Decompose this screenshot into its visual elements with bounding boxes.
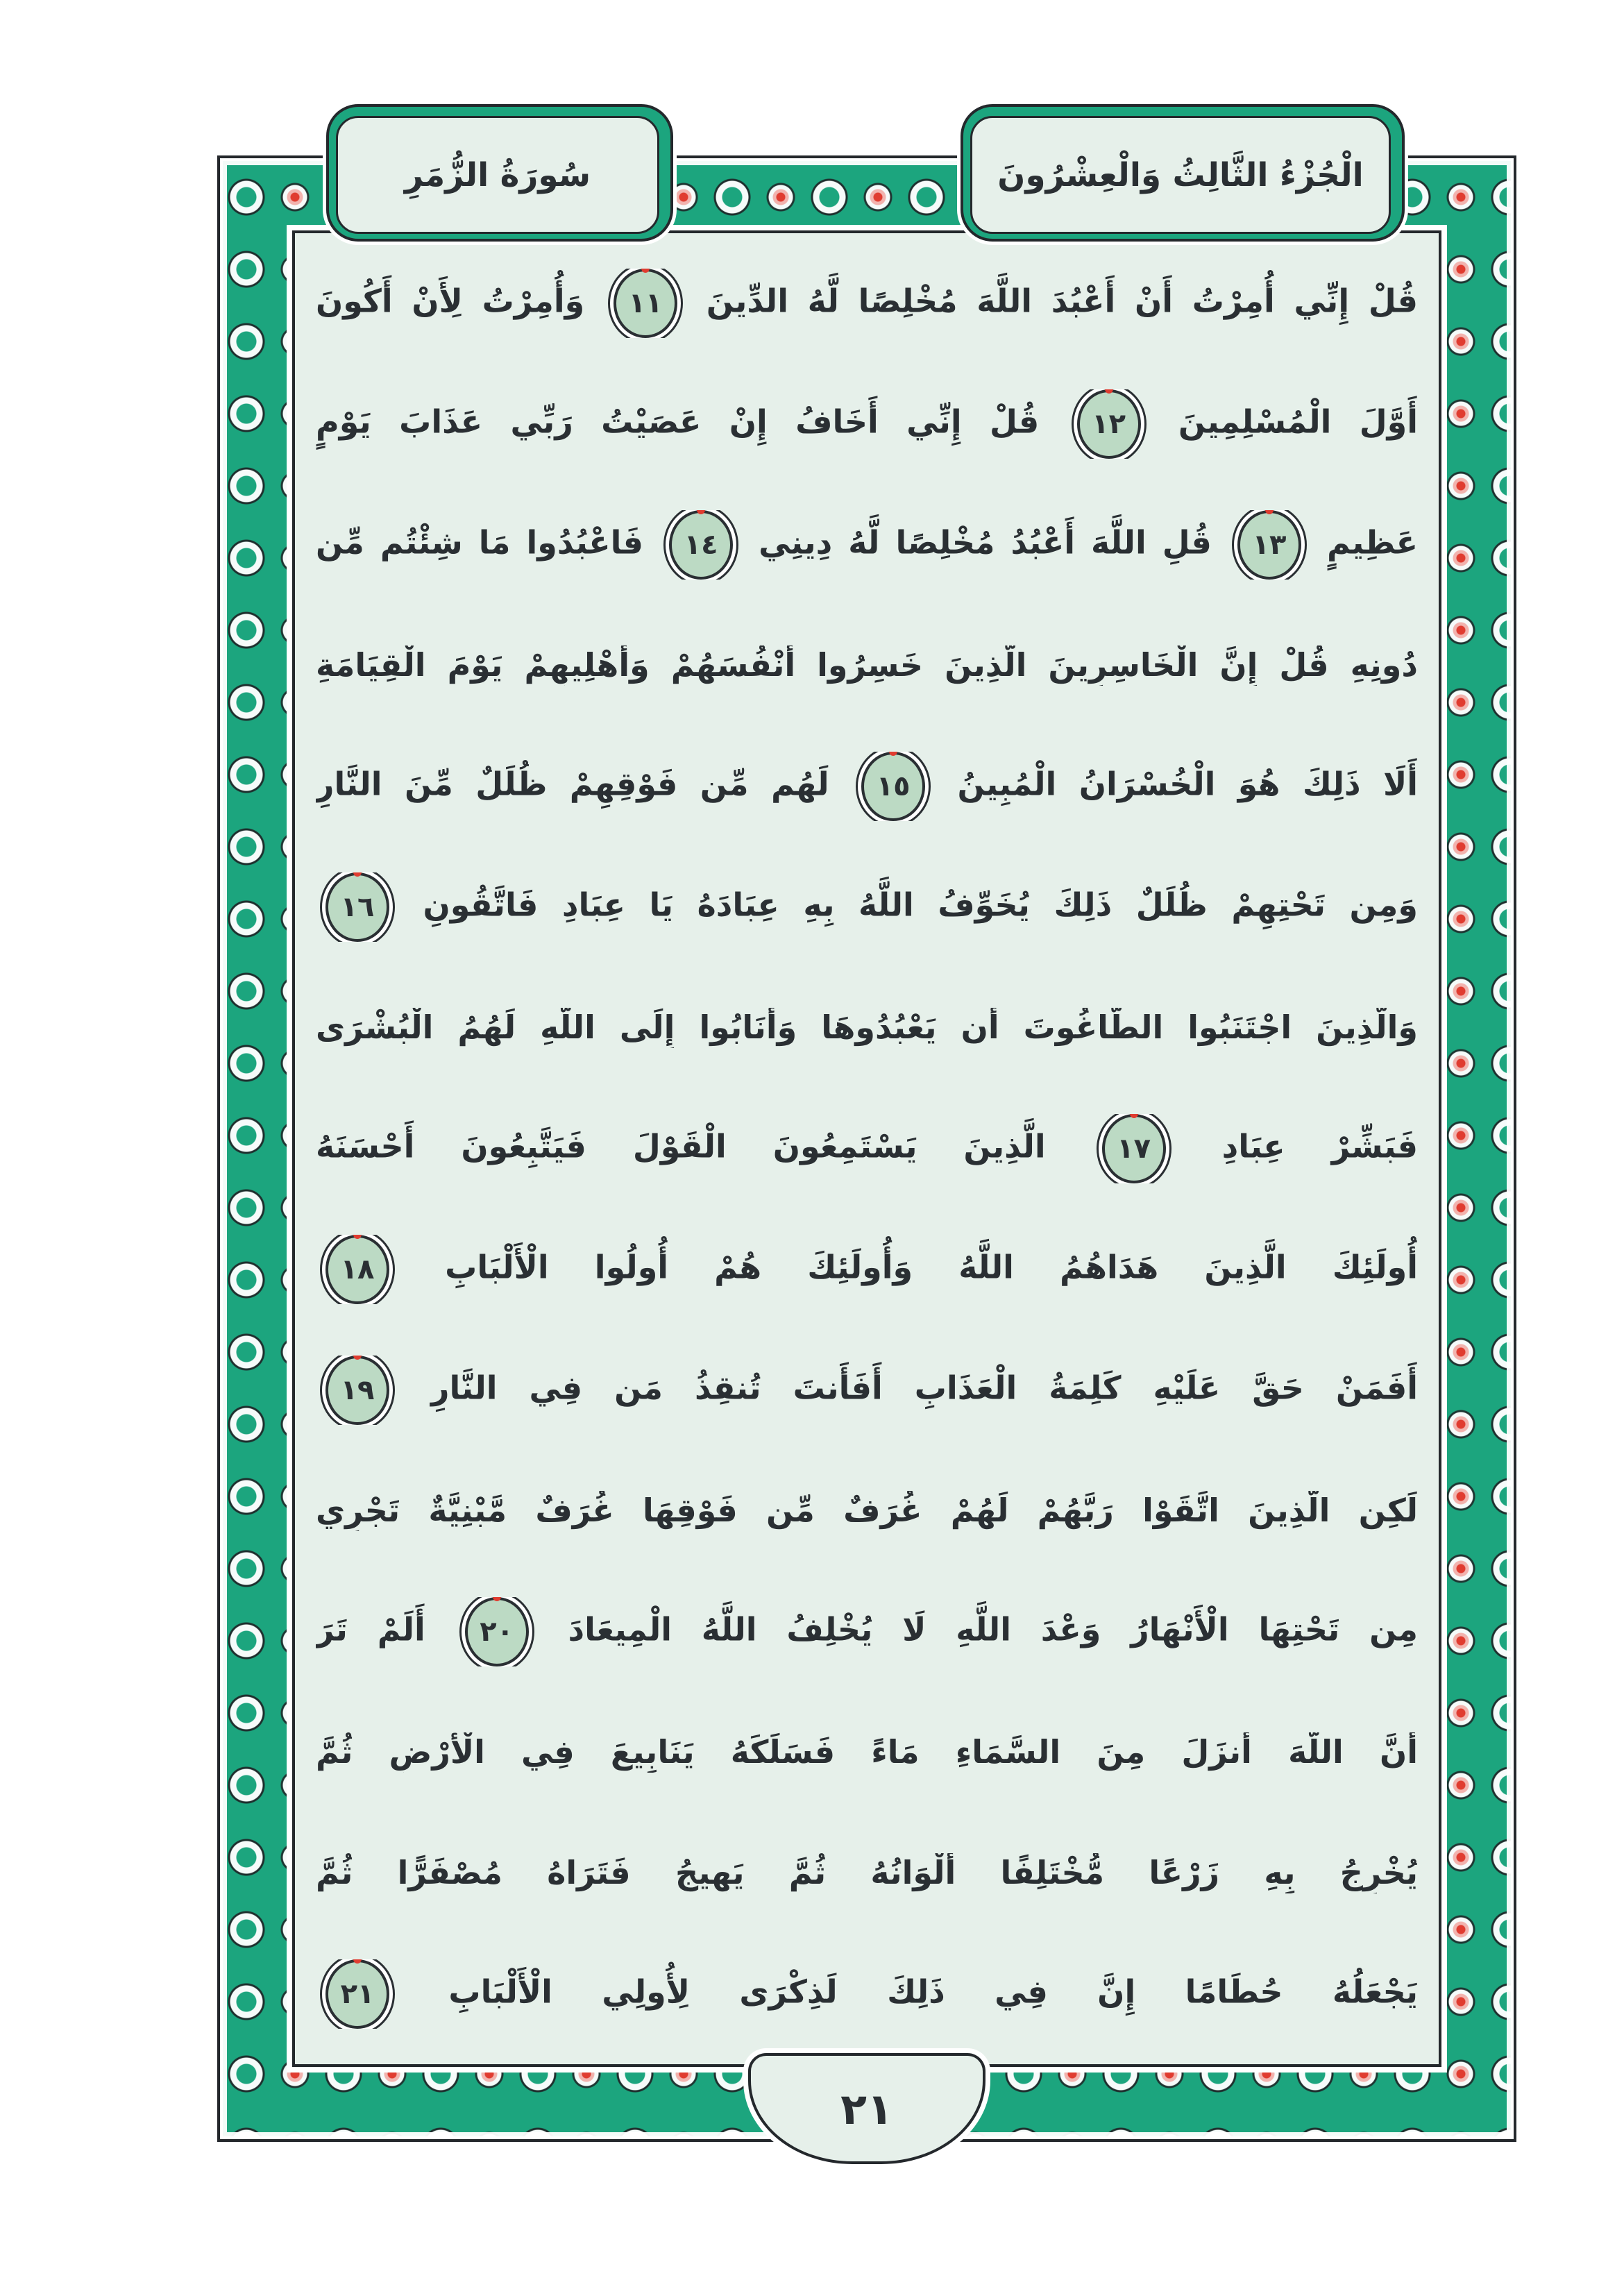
ayah-text: أَفَمَنْ حَقَّ عَلَيْهِ كَلِمَةُ الْعَذَابِ أَفَأَنتَ تُنقِذُ مَن فِي النَّارِ ١٩ bbox=[316, 1356, 1418, 1425]
ayah-text: أَنَّ اللَّهَ أَنزَلَ مِنَ السَّمَاءِ مَاءً فَسَلَكَهُ يَنَابِيعَ فِي الْأَرْضِ ثُمَّ bbox=[316, 1733, 1418, 1771]
verse-marker-badge bbox=[325, 872, 389, 942]
ayah-text: عَظِيمٍ ١٣ قُلِ اللَّهَ أَعْبُدُ مُخْلِصًا لَّهُ دِينِي ١٤ فَاعْبُدُوا مَا شِئْتُم مِّن bbox=[316, 510, 1418, 580]
mushaf-line bbox=[316, 968, 1418, 1088]
text-panel bbox=[292, 230, 1441, 2067]
ayah-text: دُونِهِ قُلْ إِنَّ الْخَاسِرِينَ الَّذِينَ خَسِرُوا أَنْفُسَهُمْ وَأَهْلِيهِمْ يَوْمَ الْقِيَامَةِ bbox=[316, 646, 1418, 684]
mushaf-lines bbox=[295, 233, 1439, 2064]
verse-number: ١٨ bbox=[340, 1253, 375, 1285]
decorative-frame bbox=[217, 155, 1516, 2142]
mushaf-line bbox=[316, 1451, 1418, 1571]
verse-marker-badge bbox=[1077, 389, 1141, 459]
mushaf-line bbox=[316, 1330, 1418, 1451]
mushaf-line bbox=[316, 605, 1418, 726]
verse-marker-badge bbox=[325, 1959, 389, 2029]
ayah-text: أُولَئِكَ الَّذِينَ هَدَاهُمُ اللَّهُ وَأُولَئِكَ هُمْ أُولُوا الْأَلْبَابِ ١٨ bbox=[316, 1235, 1418, 1304]
mushaf-line bbox=[316, 1088, 1418, 1209]
mushaf-line bbox=[316, 1934, 1418, 2054]
verse-number: ٢٠ bbox=[480, 1616, 514, 1648]
mushaf-line bbox=[316, 1692, 1418, 1813]
mushaf-line bbox=[316, 364, 1418, 484]
verse-number: ١٢ bbox=[1092, 408, 1126, 440]
surah-title-cartouche bbox=[326, 104, 673, 242]
mushaf-line bbox=[316, 243, 1418, 364]
verse-marker-badge bbox=[1102, 1114, 1166, 1183]
ayah-text: وَالَّذِينَ اجْتَنَبُوا الطَّاغُوتَ أَن يَعْبُدُوهَا وَأَنَابُوا إِلَى اللَّهِ لَهُمُ الْبُشْرَى bbox=[316, 1008, 1418, 1047]
mushaf-line bbox=[316, 484, 1418, 605]
ayah-text: أَوَّلَ الْمُسْلِمِينَ ١٢ قُلْ إِنِّي أَخَافُ إِنْ عَصَيْتُ رَبِّي عَذَابَ يَوْمٍ bbox=[316, 389, 1418, 459]
verse-marker-badge bbox=[325, 1356, 389, 1425]
juz-title-panel bbox=[970, 116, 1391, 234]
ayah-text: يَجْعَلُهُ حُطَامًا إِنَّ فِي ذَلِكَ لَذِكْرَى لِأُولِي الْأَلْبَابِ ٢١ bbox=[316, 1959, 1418, 2029]
verse-number: ١١ bbox=[628, 287, 663, 319]
ayah-text: قُلْ إِنِّي أُمِرْتُ أَنْ أَعْبُدَ اللَّهَ مُخْلِصًا لَّهُ الدِّينَ ١١ وَأُمِرْتُ لِأَنْ أَكُونَ bbox=[316, 269, 1418, 338]
verse-number: ١٧ bbox=[1117, 1133, 1151, 1165]
verse-marker-badge bbox=[1237, 510, 1301, 580]
juz-title-cartouche bbox=[961, 104, 1405, 242]
verse-number: ١٩ bbox=[340, 1374, 375, 1406]
verse-number: ١٣ bbox=[1252, 529, 1287, 561]
mushaf-line bbox=[316, 1571, 1418, 1692]
badge-red-drop bbox=[641, 269, 650, 273]
mushaf-line bbox=[316, 1209, 1418, 1330]
ayah-text: فَبَشِّرْ عِبَادِ ١٧ الَّذِينَ يَسْتَمِعُونَ الْقَوْلَ فَيَتَّبِعُونَ أَحْسَنَهُ bbox=[316, 1114, 1418, 1183]
juz-title: الْجُزْءُ الثَّالِثُ وَالْعِشْرُونَ bbox=[997, 155, 1364, 194]
badge-red-drop bbox=[697, 510, 705, 514]
badge-red-drop bbox=[1130, 1114, 1138, 1118]
verse-marker-badge bbox=[669, 510, 733, 580]
ayah-text: مِن تَحْتِهَا الْأَنْهَارُ وَعْدَ اللَّهِ لَا يُخْلِفُ اللَّهُ الْمِيعَادَ ٢٠ أَلَمْ تَرَ bbox=[316, 1597, 1418, 1666]
badge-red-drop bbox=[889, 752, 897, 756]
verse-number: ١٥ bbox=[876, 770, 911, 802]
verse-marker-badge bbox=[614, 269, 677, 338]
mushaf-line bbox=[316, 726, 1418, 847]
mushaf-line bbox=[316, 1813, 1418, 1934]
verse-number: ١٤ bbox=[684, 529, 718, 561]
badge-red-drop bbox=[493, 1597, 501, 1601]
verse-marker-badge bbox=[861, 752, 925, 821]
verse-number: ١٦ bbox=[340, 891, 375, 923]
verse-marker-badge bbox=[465, 1597, 529, 1666]
verse-marker-badge bbox=[325, 1235, 389, 1304]
badge-red-drop bbox=[353, 1959, 362, 1964]
ayah-text: وَمِن تَحْتِهِمْ ظُلَلٌ ذَلِكَ يُخَوِّفُ اللَّهُ بِهِ عِبَادَهُ يَا عِبَادِ فَاتَّقُونِ ١٦ bbox=[316, 872, 1418, 942]
ayah-text: يُخْرِجُ بِهِ زَرْعًا مُّخْتَلِفًا أَلْوَانُهُ ثُمَّ يَهِيجُ فَتَرَاهُ مُصْفَرًّا ثُمَّ bbox=[316, 1854, 1418, 1892]
badge-red-drop bbox=[353, 1235, 362, 1239]
mushaf-line bbox=[316, 847, 1418, 968]
badge-red-drop bbox=[353, 1356, 362, 1360]
ayah-text: لَكِنِ الَّذِينَ اتَّقَوْا رَبَّهُمْ لَهُمْ غُرَفٌ مِّن فَوْقِهَا غُرَفٌ مَّبْنِيَّةٌ تَجْرِي bbox=[316, 1492, 1418, 1530]
surah-title-panel bbox=[336, 116, 659, 234]
page-number: ٢١ bbox=[840, 2083, 893, 2134]
verse-number: ٢١ bbox=[340, 1978, 375, 2010]
badge-red-drop bbox=[353, 872, 362, 877]
ayah-text: أَلَا ذَلِكَ هُوَ الْخُسْرَانُ الْمُبِينُ ١٥ لَهُم مِّن فَوْقِهِمْ ظُلَلٌ مِّنَ النَّارِ bbox=[316, 752, 1418, 821]
surah-title: سُورَةُ الزُّمَرِ bbox=[404, 155, 591, 194]
badge-red-drop bbox=[1265, 510, 1274, 514]
badge-red-drop bbox=[1105, 389, 1113, 394]
page-number-cartouche bbox=[748, 2053, 985, 2164]
